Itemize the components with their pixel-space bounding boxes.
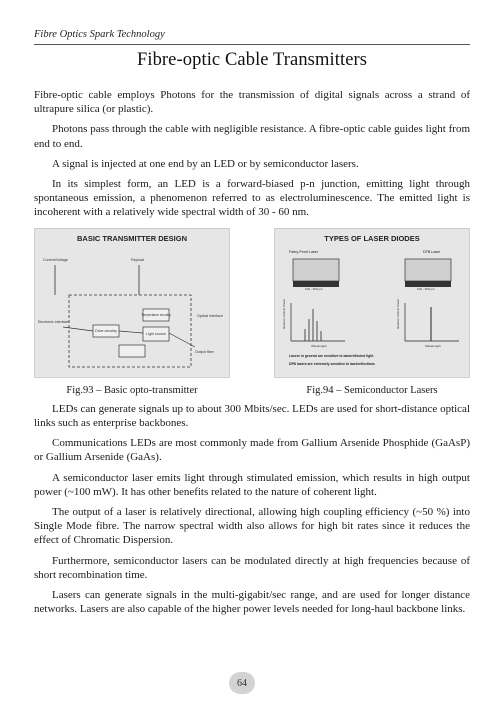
figure-row	[34, 228, 470, 402]
page-number: 64	[229, 672, 255, 694]
paragraph: Furthermore, semiconductor lasers can be modulated directly at high frequencies because of short recombination time.	[34, 554, 470, 581]
diagram-label: Electronic interface	[38, 319, 69, 324]
diagram-label: DFB lasers are extremely sensitive to backreflections	[289, 361, 375, 366]
diagram-label: Fabry-Perot Laser	[289, 249, 318, 254]
figure-94	[274, 228, 470, 402]
page-body	[34, 88, 470, 622]
figure-heading: TYPES OF LASER DIODES	[324, 233, 420, 243]
diagram-label: DFB-Laser	[423, 249, 441, 254]
diagram-label: Drive circuitry	[95, 328, 117, 333]
figure-heading: BASIC TRANSMITTER DESIGN	[76, 233, 188, 243]
paragraph: The output of a laser is relatively directional, allowing high coupling efficiency (~50 %) into Single Mode fibre. The narrow spectral width also allows for high bit rates since it reduces the effect of Chromatic Dispersion.	[34, 506, 470, 547]
header-divider	[34, 44, 470, 45]
figure-caption: Fig.94 – Semiconductor Lasers	[306, 384, 438, 396]
paragraph: Communications LEDs are most commonly made from Gallium Arsenide Phosphide (GaAsP) or Gallium Arsenide (GaAs).	[34, 437, 470, 464]
figure-93	[34, 228, 230, 402]
diagram-label: Light source	[146, 331, 166, 336]
paragraph: Lasers can generate signals in the multi-gigabit/sec range, and are used for longer distance networks. Lasers are also capable of the higher power levels needed for long-haul backbone links.	[34, 589, 470, 616]
diagram-label: Relative Optical Power	[282, 298, 286, 329]
diagram-label: Wavelength	[425, 343, 441, 348]
figure-94-image	[274, 228, 470, 378]
paragraph: LEDs can generate signals up to about 300 Mbits/sec. LEDs are used for short-distance optical links such as enterprise backbones.	[34, 402, 470, 430]
figure-caption: Fig.93 – Basic opto-transmitter	[66, 384, 198, 396]
paragraph: Photons pass through the cable with negligible resistance. A fibre-optic cable guides light from end to end.	[34, 123, 470, 150]
diagram-label: Current/Voltage	[43, 257, 68, 262]
paragraph: A semiconductor laser emits light through stimulated emission, which results in high output power (~100 mW). It has other benefits related to the nature of coherent light.	[34, 471, 470, 498]
running-header: Fibre Optics Spark Technology	[34, 29, 165, 40]
diagram-label: Payload	[131, 257, 144, 262]
diagram-label: Lasers in general are sensitive to backreflected light	[289, 353, 374, 358]
paragraph: Fibre-optic cable employs Photons for the transmission of digital signals across a strand of ultrapure silica (or plastic).	[34, 89, 470, 116]
diagram-label: Temperature circuitry	[141, 312, 171, 317]
diagram-label: Output fiber	[195, 349, 214, 354]
laser-diodes-diagram	[275, 229, 469, 377]
page-title: Fibre-optic Cable Transmitters	[136, 50, 368, 70]
diagram-label: Wavelength	[311, 343, 327, 348]
paragraph: A signal is injected at one end by an LED or by semiconductor lasers.	[52, 157, 359, 170]
diagram-label: Relative Optical Power	[396, 298, 400, 329]
transmitter-diagram	[35, 229, 229, 377]
figure-93-image	[34, 228, 230, 378]
diagram-label: 100 - 400 μm	[305, 286, 323, 291]
diagram-label: 100 - 400 μm	[417, 286, 435, 291]
diagram-label: Optical interface	[197, 313, 223, 318]
paragraph: In its simplest form, an LED is a forward-biased p-n junction, emitting light through spontaneous emission, a phenomenon referred to as electroluminescence. The emitted light is incoherent with a relatively wide spectral width of 30 - 60 nm.	[34, 178, 470, 219]
